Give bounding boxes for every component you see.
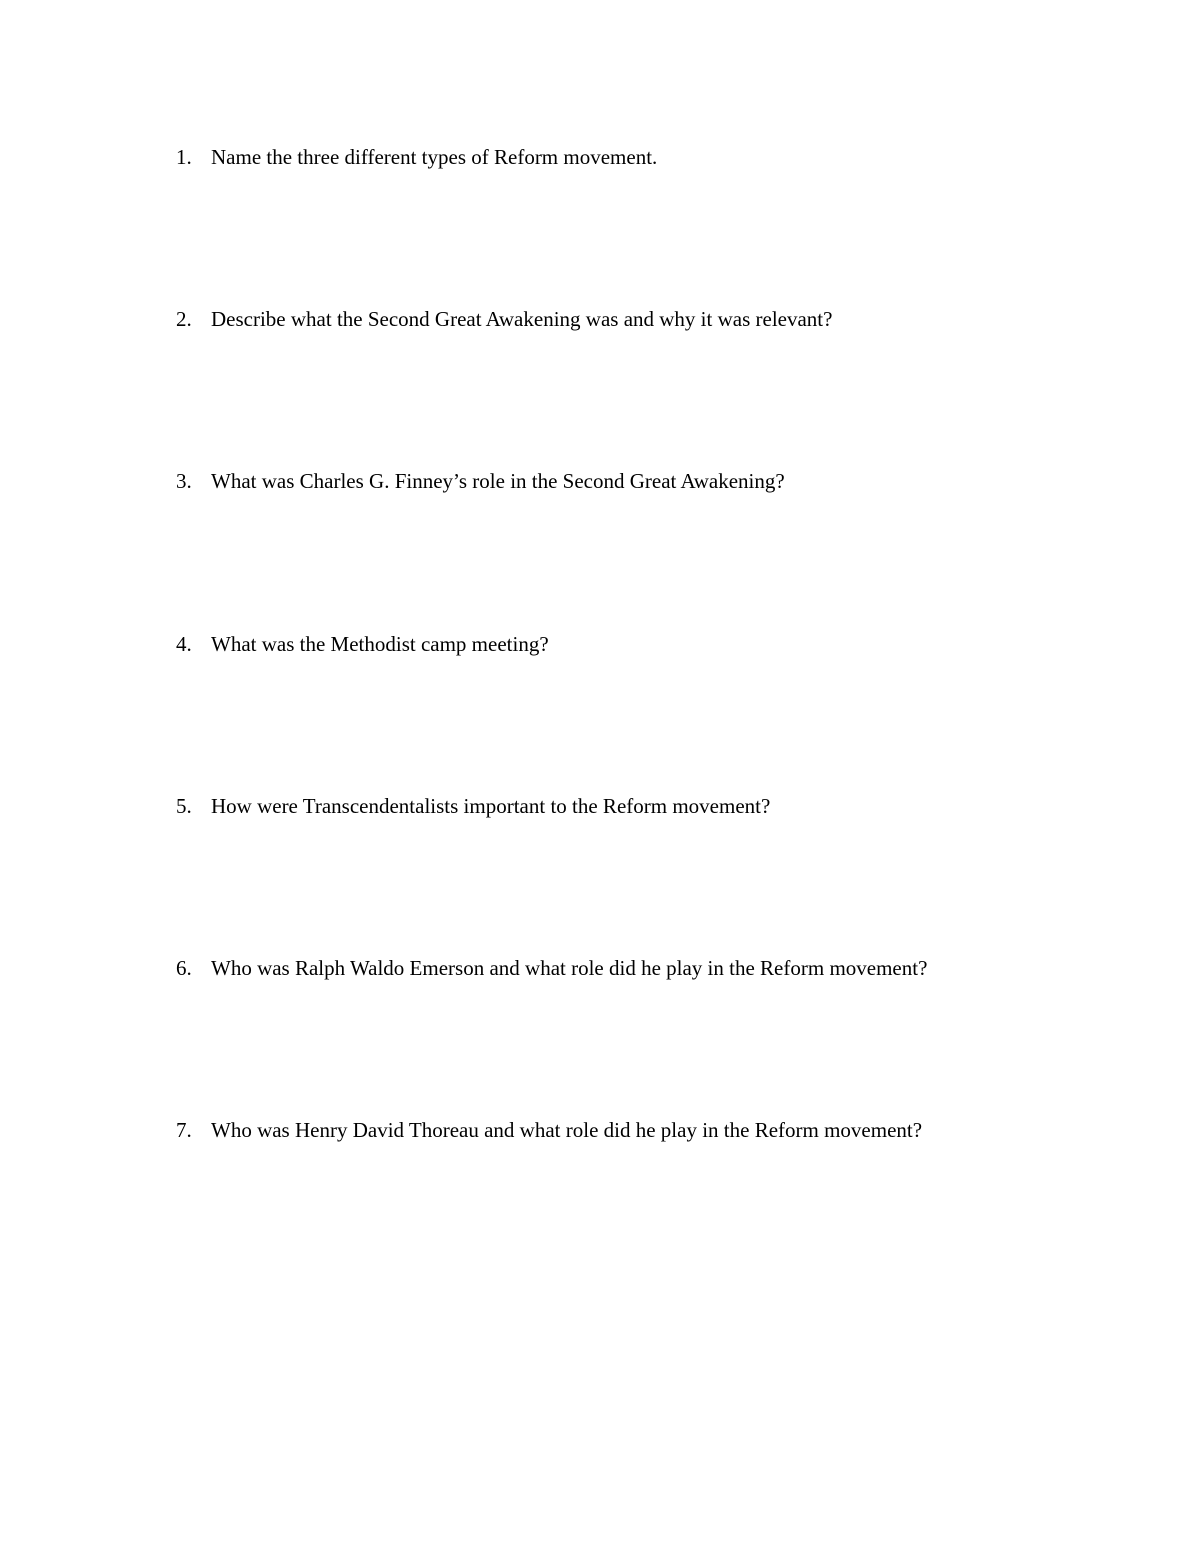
question-item: [176, 1114, 1136, 1146]
question-number: 1.: [176, 145, 192, 169]
question-number: 4.: [176, 632, 192, 656]
question-item: [176, 303, 1136, 335]
question-text: Who was Henry David Thoreau and what role did he play in the Reform movement?: [211, 1118, 923, 1142]
question-text: Who was Ralph Waldo Emerson and what role did he play in the Reform movement?: [211, 956, 928, 980]
question-item: [176, 790, 1136, 822]
question-text: How were Transcendentalists important to the Reform movement?: [211, 794, 771, 818]
question-number: 6.: [176, 956, 192, 980]
question-number: 2.: [176, 307, 192, 331]
question-item: [176, 141, 1136, 173]
question-item: [176, 465, 1136, 497]
question-number: 7.: [176, 1118, 192, 1142]
question-number: 3.: [176, 469, 192, 493]
question-item: [176, 628, 1136, 660]
question-number: 5.: [176, 794, 192, 818]
question-text: Name the three different types of Reform movement.: [211, 145, 658, 169]
question-text: What was Charles G. Finney’s role in the Second Great Awakening?: [211, 469, 785, 493]
question-text: Describe what the Second Great Awakening was and why it was relevant?: [211, 307, 833, 331]
question-item: [176, 952, 1136, 984]
question-text: What was the Methodist camp meeting?: [211, 632, 549, 656]
